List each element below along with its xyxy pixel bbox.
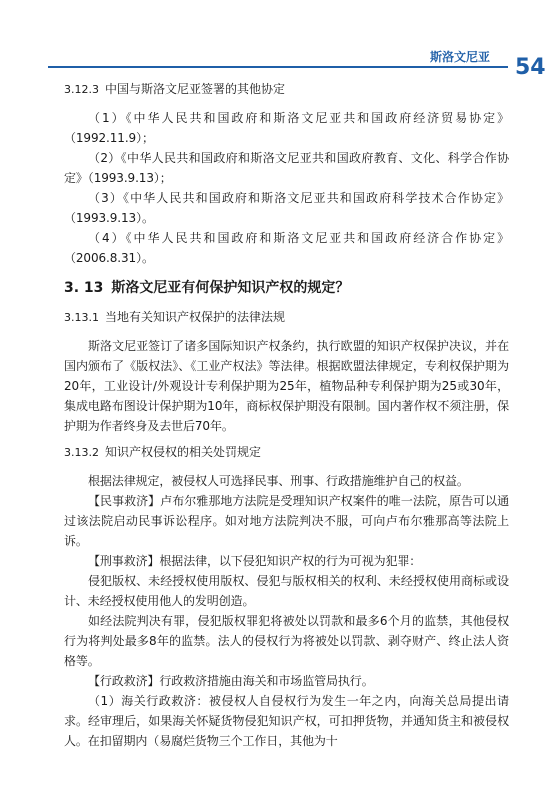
body-paragraph: 侵犯版权、未经授权使用版权、侵犯与版权相关的权利、未经授权使用商标或设计、未经授权使用他人的发明创造。 <box>64 574 509 608</box>
page-body <box>64 80 509 751</box>
page-header <box>0 0 559 90</box>
header-rule <box>48 66 508 68</box>
section-title: 知识产权侵权的相关处罚规定 <box>105 445 262 459</box>
agreement-item: （2）《中华人民共和国政府和斯洛文尼亚共和国政府教育、文化、科学合作协定》（1993.9.13）； <box>64 151 509 185</box>
section-title: 当地有关知识产权保护的法律法规 <box>105 310 286 324</box>
body-paragraph: 【刑事救济】根据法律，以下侵犯知识产权的行为可视为犯罪： <box>88 554 422 568</box>
section-heading-3-13-1 <box>64 308 509 327</box>
section-number: 3. 13 <box>64 280 104 296</box>
page-number: 54 <box>515 55 546 80</box>
body-paragraph: （1）海关行政救济：被侵权人自侵权行为发生一年之内，向海关总局提出请求。经审理后，如果海关怀疑货物侵犯知识产权，可扣押货物，并通知货主和被侵权人。在扣留期内（易腐烂货物三个工作日，其他为十 <box>64 694 509 748</box>
section-heading-3-12-3 <box>64 80 509 99</box>
agreement-item: （1）《中华人民共和国政府和斯洛文尼亚共和国政府经济贸易协定》（1992.11.9）； <box>64 111 509 145</box>
section-number: 3.13.2 <box>64 446 99 459</box>
body-paragraph: 【行政救济】行政救济措施由海关和市场监管局执行。 <box>88 674 374 688</box>
body-paragraph: 【民事救济】卢布尔雅那地方法院是受理知识产权案件的唯一法院，原告可以通过该法院启动民事诉讼程序。如对地方法院判决不服，可向卢布尔雅那高等法院上诉。 <box>64 494 509 548</box>
section-number: 3.13.1 <box>64 311 99 324</box>
section-number: 3.12.3 <box>64 83 99 96</box>
header-country: 斯洛文尼亚 <box>430 50 491 64</box>
body-paragraph: 如经法院判决有罪，侵犯版权罪犯将被处以罚款和最多6个月的监禁，其他侵权行为将判处最多8年的监禁。法人的侵权行为将被处以罚款、剥夺财产、终止法人资格等。 <box>64 614 509 668</box>
body-paragraph: 斯洛文尼亚签订了诸多国际知识产权条约，执行欧盟的知识产权保护决议，并在国内颁布了《版权法》、《工业产权法》等法律。根据欧盟法律规定，专利权保护期为20年，工业设计/外观设计专利保护期为25年，植物品种专利保护期为25或30年，集成电路布图设计保护期为10年，商标权保护期没有限制。国内著作权不须注册，保护期为作者终身及去世后70年。 <box>64 339 509 433</box>
section-heading-3-13 <box>64 278 509 298</box>
agreement-item: （3）《中华人民共和国政府和斯洛文尼亚共和国政府科学技术合作协定》（1993.9.13）。 <box>64 191 509 225</box>
section-title: 中国与斯洛文尼亚签署的其他协定 <box>105 82 286 96</box>
body-paragraph: 根据法律规定，被侵权人可选择民事、刑事、行政措施维护自己的权益。 <box>88 474 469 488</box>
section-heading-3-13-2 <box>64 443 509 462</box>
section-title: 斯洛文尼亚有何保护知识产权的规定？ <box>111 280 350 296</box>
agreement-item: （4）《中华人民共和国政府和斯洛文尼亚共和国政府经济合作协定》（2006.8.31）。 <box>64 231 509 265</box>
